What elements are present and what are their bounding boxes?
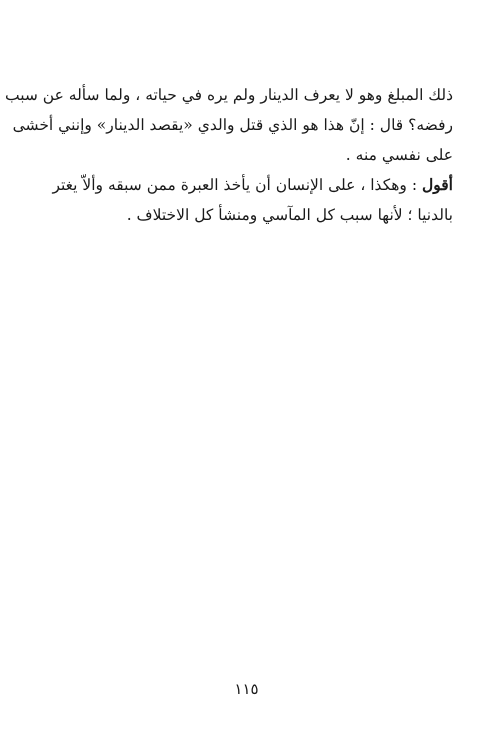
- paragraph-2-lead-word: أقول: [422, 175, 453, 194]
- body-text: [4, 80, 453, 230]
- page-number: ١١٥: [234, 680, 259, 698]
- paragraph-2-line-1: [52, 170, 453, 200]
- paragraph-2-line-2: بالدنيا ؛ لأنها سبب كل المآسي ومنشأ كل الاختلاف .: [126, 206, 453, 224]
- paragraph-2-line-1-text: : وهكذا ، على الإنسان أن يأخذ العبرة ممن سبقه وألاّ يغتر: [52, 176, 422, 194]
- paragraph-1-line-1: ذلك المبلغ وهو لا يعرف الدينار ولم يره في حياته ، ولما سأله عن سبب: [4, 86, 453, 104]
- paragraph-1-line-3: على نفسي منه .: [345, 146, 453, 164]
- paragraph-1-line-2: رفضه؟ قال : إنّ هذا هو الذي قتل والدي «يقصد الدينار» وإنني أخشى: [12, 116, 453, 134]
